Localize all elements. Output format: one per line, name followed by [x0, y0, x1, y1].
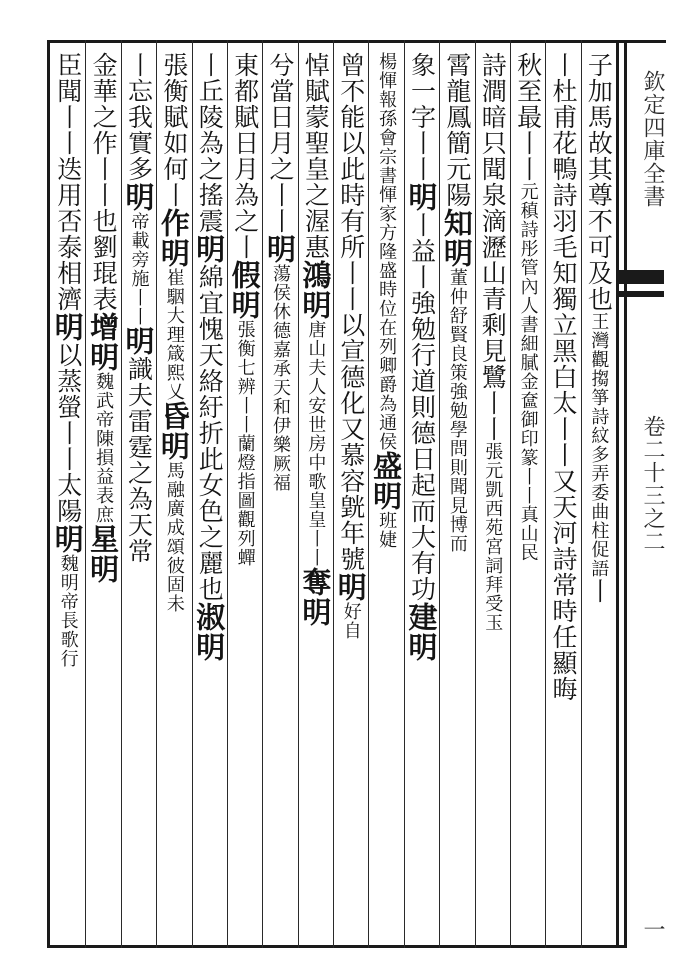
headword: 明 [298, 290, 333, 320]
text-column [578, 52, 618, 942]
body-text: 丨丘陵為之搖震 [195, 52, 225, 234]
headword: 增 [86, 312, 121, 342]
body-text: 金華之作丨丨也劉琨表 [89, 52, 119, 312]
headword: 明 [439, 238, 474, 268]
headword: 淑 [192, 602, 227, 632]
body-text: 綿宜愧天絡紆折此女色之麗也 [195, 264, 225, 602]
body-text: 以蒸螢丨丨太陽 [53, 342, 83, 524]
body-text: 詩澗暗只聞泉滴瀝山青剩見鷺丨丨 [478, 52, 508, 442]
body-text: 東都賦日月為之丨 [230, 52, 260, 260]
headword: 建 [404, 602, 439, 632]
body-text: 秋至最丨丨 [513, 52, 543, 182]
headword: 明 [369, 481, 404, 511]
annotation-text: 蕩侯休德嘉承天和伊樂厥福 [269, 264, 291, 492]
headword: 明 [121, 326, 156, 356]
fish-tail-line [616, 291, 664, 297]
text-column [118, 52, 158, 942]
headword: 假 [227, 260, 262, 290]
text-column [189, 52, 229, 942]
text-column [260, 52, 300, 942]
annotation-text: 班婕 [376, 511, 398, 549]
body-text: 識夫雷霆之為天常 [124, 356, 154, 564]
headword: 明 [333, 572, 368, 602]
headword: 知 [439, 208, 474, 238]
headword: 明 [86, 342, 121, 372]
text-column [48, 52, 88, 942]
text-column [543, 52, 583, 942]
annotation-text: 馬融廣成頌彼固未 [163, 461, 185, 613]
body-text: 丨杜甫花鴨詩羽毛知獨立黑白太丨丨又天河詩常時任顯晦 [548, 52, 578, 702]
annotation-text: 張衡七辨丨丨蘭燈指圖觀列蟬 [234, 320, 256, 567]
text-column [83, 52, 123, 942]
headword: 明 [121, 182, 156, 212]
body-text: 霄龍鳳簡元陽 [442, 52, 472, 208]
text-column [295, 52, 335, 942]
body-text: 象一字丨丨 [407, 52, 437, 182]
headword: 作 [156, 208, 191, 238]
text-column [508, 52, 548, 942]
annotation-text: 魏明帝長歌行 [57, 554, 79, 668]
headword: 明 [404, 632, 439, 662]
margin-page-number: 一 [640, 918, 665, 941]
text-column [437, 52, 477, 942]
headword: 明 [50, 524, 85, 554]
body-text: 兮當日月之丨丨 [265, 52, 295, 234]
body-text: 張衡賦如何丨 [159, 52, 189, 208]
annotation-text: 唐山夫人安世房中歌皇皇丨丨 [305, 320, 327, 567]
headword: 明 [156, 431, 191, 461]
body-text: 丨益丨強勉行道則德日起而大有功 [407, 212, 437, 602]
body-text: 丨忘我實多 [124, 52, 154, 182]
margin-volume-number: 卷二十三之二 [640, 415, 665, 553]
body-text: 臣聞丨丨迭用否泰相濟 [53, 52, 83, 312]
headword: 昏 [156, 401, 191, 431]
text-column [331, 52, 371, 942]
margin-book-title: 欽定四庫全書 [640, 70, 665, 208]
body-text: 悼賦蒙聖皇之渥惠 [301, 52, 331, 260]
headword: 明 [262, 234, 297, 264]
annotation-text: 王灣觀搊箏詩紋多弄委曲柱促語 [588, 312, 610, 578]
fish-tail-mark [616, 270, 664, 284]
annotation-text: 崔駰大理箴熙乂 [163, 268, 185, 401]
annotation-text: 元稹詩彤管內人書細膩金奩御印篆丨丨真山民 [517, 182, 539, 562]
headword: 明 [298, 597, 333, 627]
body-text: 曾不能以此時有所丨丨以宣德化又慕容皝年號 [336, 52, 366, 572]
headword: 明 [404, 182, 439, 212]
annotation-text: 楊惲報孫會宗書惲家方隆盛時位在列卿爵為通侯 [376, 52, 398, 451]
headword: 明 [86, 554, 121, 584]
text-column [154, 52, 194, 942]
annotation-text: 帝載旁施丨丨 [128, 212, 150, 326]
text-column [472, 52, 512, 942]
headword: 明 [156, 238, 191, 268]
body-text: 丨 [584, 578, 614, 604]
annotation-text: 張元凱西苑宮詞拜受玉 [482, 442, 504, 632]
headword: 盛 [369, 451, 404, 481]
headword: 奪 [298, 567, 333, 597]
headword: 明 [50, 312, 85, 342]
text-column [225, 52, 265, 942]
annotation-text: 魏武帝陳損益表庶 [93, 372, 115, 524]
text-column [401, 52, 441, 942]
headword: 明 [227, 290, 262, 320]
text-column [366, 52, 406, 942]
headword: 星 [86, 524, 121, 554]
annotation-text: 好自 [340, 602, 362, 640]
body-text: 子加馬故其尊不可及也 [584, 52, 614, 312]
headword: 明 [192, 632, 227, 662]
annotation-text: 董仲舒賢良策強勉學問則聞見博而 [446, 268, 468, 553]
headword: 明 [192, 234, 227, 264]
headword: 鴻 [298, 260, 333, 290]
